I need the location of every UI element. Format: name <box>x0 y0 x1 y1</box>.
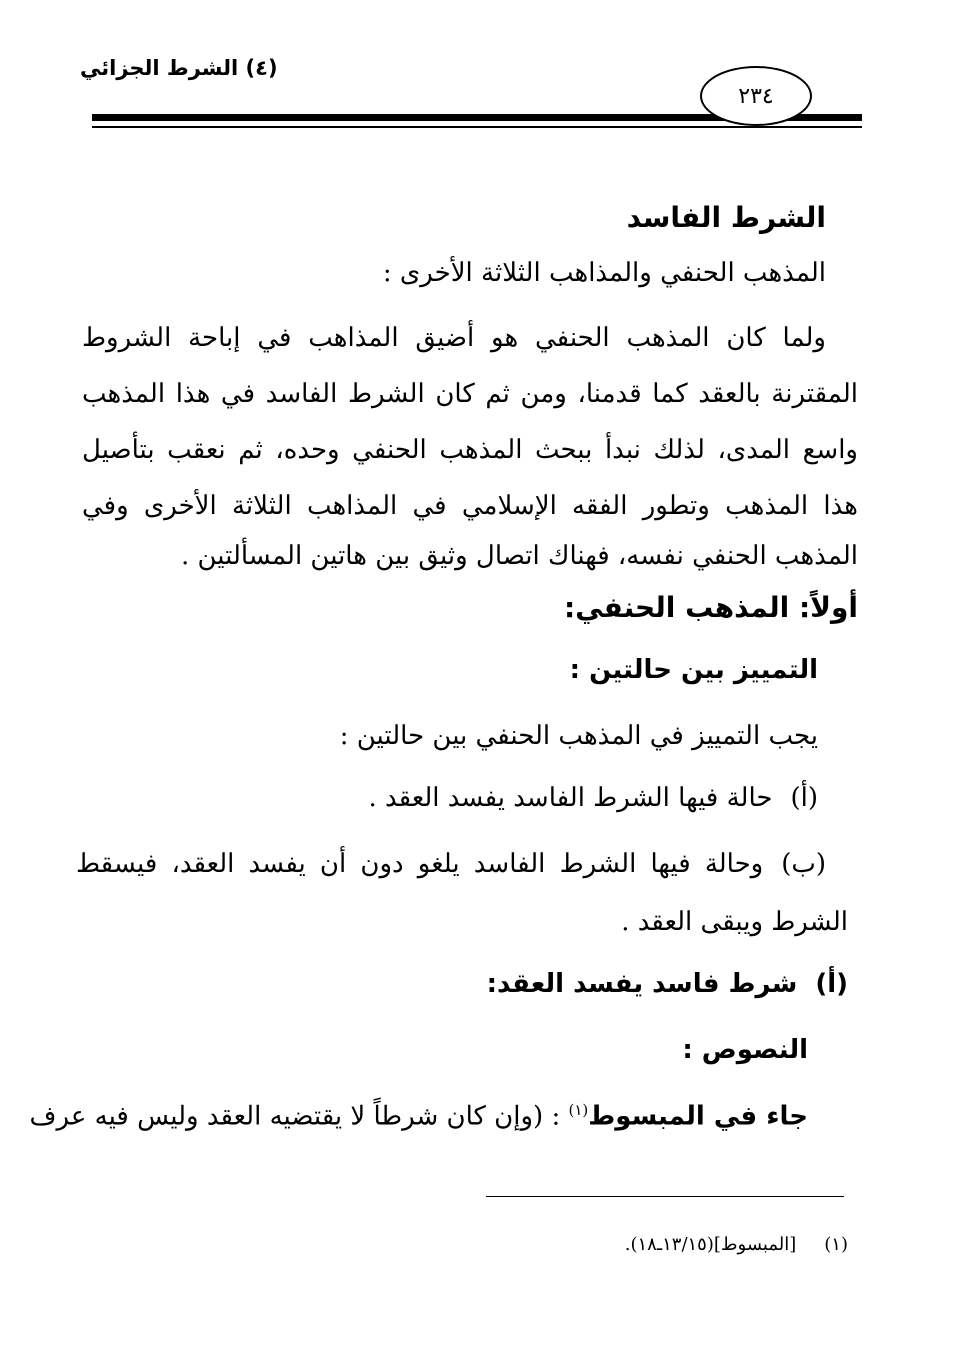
heading-case-a <box>487 966 848 1002</box>
footnote <box>625 1234 848 1255</box>
footnote-number: (١) <box>824 1234 848 1255</box>
footnote-ref[interactable]: (١) <box>568 1101 589 1119</box>
quote-label: جاء في المبسوط <box>588 1101 808 1132</box>
heading-texts: النصوص : <box>682 1035 808 1065</box>
footnote-text: [المبسوط](١٣/١٥ـ١٨). <box>624 1234 797 1255</box>
paragraph-line: هذا المذهب وتطور الفقه الإسلامي في المذاهب الثلاثة الأخرى وفي <box>82 491 858 521</box>
paragraph-line: المذهب الحنفي نفسه، فهناك اتصال وثيق بين هاتين المسألتين . <box>180 541 858 571</box>
heading-distinction: التمييز بين حالتين : <box>569 655 818 685</box>
footnote-rule <box>486 1196 844 1197</box>
heading-a-text: شرط فاسد يفسد العقد: <box>486 969 798 999</box>
subtitle: المذهب الحنفي والمذاهب الثلاثة الأخرى : <box>382 258 826 288</box>
heading-a-marker: (أ) <box>815 969 848 999</box>
case-a <box>368 780 818 816</box>
case-b-marker: (ب) <box>781 849 826 879</box>
page-number: ٢٣٤ <box>700 66 812 126</box>
heading-hanafi: أولاً: المذهب الحنفي: <box>563 591 858 624</box>
header-rule-thin <box>92 126 862 128</box>
case-a-marker: (أ) <box>790 783 818 813</box>
distinction-intro: يجب التمييز في المذهب الحنفي بين حالتين : <box>339 721 818 751</box>
running-title: (٤) الشرط الجزائي <box>80 56 278 80</box>
case-b-line2: الشرط ويبقى العقد . <box>621 907 848 937</box>
paragraph-line: المقترنة بالعقد كما قدمنا، ومن ثم كان الشرط الفاسد في هذا المذهب <box>82 379 858 409</box>
quote-line <box>30 1092 808 1135</box>
paragraph-line: ولما كان المذهب الحنفي هو أضيق المذاهب في إباحة الشروط <box>82 323 826 353</box>
case-a-text: حالة فيها الشرط الفاسد يفسد العقد . <box>368 783 773 813</box>
paragraph-line: واسع المدى، لذلك نبدأ ببحث المذهب الحنفي وحده، ثم نعقب بتأصيل <box>82 435 858 465</box>
quote-text: : (وإن كان شرطاً لا يقتضيه العقد وليس فيه عرف <box>29 1101 561 1132</box>
section-title: الشرط الفاسد <box>626 201 826 234</box>
case-b-line1: وحالة فيها الشرط الفاسد يلغو دون أن يفسد العقد، فيسقط <box>76 849 764 879</box>
case-b <box>76 846 826 882</box>
